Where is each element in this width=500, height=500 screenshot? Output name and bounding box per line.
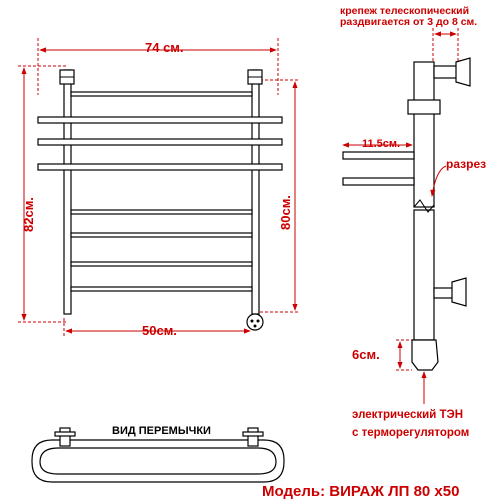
height-overall-label: 82см. — [21, 197, 36, 232]
side-riser-lower — [414, 210, 434, 340]
top-wall-bracket — [434, 66, 458, 78]
rail-lower-4 — [71, 287, 252, 291]
heater-length-label: 6см. — [352, 347, 380, 362]
jumper-mount-left — [60, 428, 70, 446]
jumper-view-label: ВИД ПЕРЕМЫЧКИ — [112, 425, 211, 437]
jumper-view — [32, 425, 284, 482]
rail-top-1 — [71, 92, 252, 96]
heater-label-line2: с терморегулятором — [352, 427, 470, 439]
jumper-mount-right — [248, 428, 258, 446]
side-shelf-1 — [343, 152, 414, 159]
right-riser — [252, 70, 259, 314]
thermostat-knob — [247, 314, 263, 330]
shelf-3 — [38, 164, 282, 170]
rail-lower-1 — [71, 210, 252, 214]
side-mount-clamp — [408, 100, 440, 114]
width-overall-label: 74 см. — [145, 40, 184, 55]
side-shelf-2 — [343, 178, 414, 185]
mount-label-line1: крепеж телескопический — [340, 5, 470, 17]
mount-label-line2: раздвигается от 3 до 8 см. — [340, 16, 478, 28]
heater-body — [412, 340, 438, 370]
left-riser — [64, 70, 71, 314]
cut-label: разрез — [446, 157, 487, 171]
width-inner-label: 50см. — [142, 323, 177, 338]
front-view — [18, 38, 300, 338]
top-wall-plate — [456, 58, 470, 86]
shelf-1 — [38, 117, 282, 123]
jumper-inner — [40, 448, 276, 474]
shelf-2 — [38, 139, 282, 145]
rail-lower-3 — [71, 262, 252, 266]
height-inner-label: 80см. — [278, 195, 293, 230]
heater-label-line1: электрический ТЭН — [352, 409, 464, 421]
model-title: Модель: ВИРАЖ ЛП 80 х50 — [262, 483, 460, 500]
rail-lower-2 — [71, 233, 252, 237]
bottom-wall-plate — [452, 278, 466, 306]
shelf-depth-label: 11.5см. — [362, 138, 401, 150]
side-riser-upper — [414, 62, 434, 207]
side-view — [340, 5, 486, 439]
bottom-wall-bracket — [434, 288, 454, 298]
